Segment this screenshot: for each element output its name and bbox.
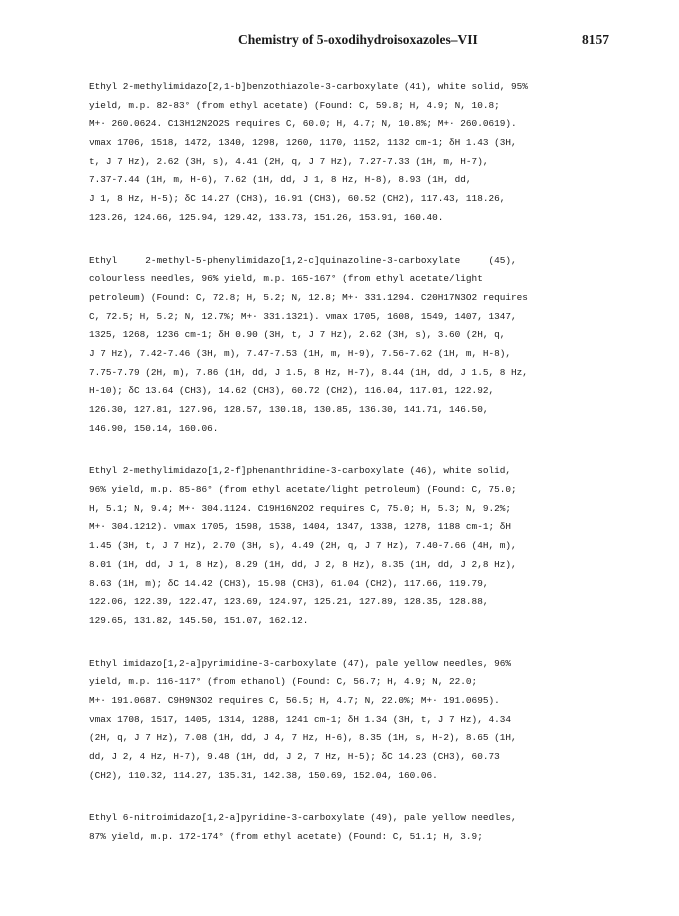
text-line: 123.26, 124.66, 125.94, 129.42, 133.73, 151.26, 153.91, 160.40. xyxy=(89,211,444,223)
text-line: 8.63 (1H, m); δC 14.42 (CH3), 15.98 (CH3), 61.04 (CH2), 117.66, 119.79, xyxy=(89,577,489,589)
text-line: J 7 Hz), 7.42-7.46 (3H, m), 7.47-7.53 (1H, m, H-9), 7.56-7.62 (1H, m, H-8), xyxy=(89,347,511,359)
experimental-text xyxy=(89,78,605,847)
text-line: 122.06, 122.39, 122.47, 123.69, 124.97, 125.21, 127.89, 128.35, 128.88, xyxy=(89,596,489,608)
text-line: 129.65, 131.82, 145.50, 151.07, 162.12. xyxy=(89,614,309,626)
text-line: t, J 7 Hz), 2.62 (3H, s), 4.41 (2H, q, J 7 Hz), 7.27-7.33 (1H, m, H-7), xyxy=(89,155,489,167)
compound-entry xyxy=(89,655,605,786)
text-line: Ethyl 2-methyl-5-phenylimidazo[1,2-c]quinazoline-3-carboxylate (45), xyxy=(89,254,517,266)
text-line: J 1, 8 Hz, H-5); δC 14.27 (CH3), 16.91 (CH3), 60.52 (CH2), 117.43, 118.26, xyxy=(89,193,506,205)
text-line: yield, m.p. 116-117° (from ethanol) (Found: C, 56.7; H, 4.9; N, 22.0; xyxy=(89,676,478,688)
text-line: M+· 304.1212). νmax 1705, 1598, 1538, 1404, 1347, 1338, 1278, 1188 cm-1; δH xyxy=(89,521,511,533)
text-line: yield, m.p. 82-83° (from ethyl acetate) (Found: C, 59.8; H, 4.9; N, 10.8; xyxy=(89,99,500,111)
paragraph-gap xyxy=(89,631,605,655)
text-line: 96% yield, m.p. 85-86° (from ethyl acetate/light petroleum) (Found: C, 75.0; xyxy=(89,484,517,496)
text-line: C, 72.5; H, 5.2; N, 12.7%; M+· 331.1321). νmax 1705, 1608, 1549, 1407, 1347, xyxy=(89,310,517,322)
text-line: 8.01 (1H, dd, J 1, 8 Hz), 8.29 (1H, dd, J 2, 8 Hz), 8.35 (1H, dd, J 2,8 Hz), xyxy=(89,558,517,570)
text-line: colourless needles, 96% yield, m.p. 165-167° (from ethyl acetate/light xyxy=(89,273,483,285)
text-line: dd, J 2, 4 Hz, H-7), 9.48 (1H, dd, J 2, 7 Hz, H-5); δC 14.23 (CH3), 60.73 xyxy=(89,751,500,762)
text-line: (2H, q, J 7 Hz), 7.08 (1H, dd, J 4, 7 Hz, H-6), 8.35 (1H, s, H-2), 8.65 (1H, xyxy=(89,732,517,744)
text-line: H, 5.1; N, 9.4; M+· 304.1124. C19H16N2O2 requires C, 75.0; H, 5.3; N, 9.2%; xyxy=(89,502,511,514)
compound-entry xyxy=(89,809,605,846)
text-line: νmax 1708, 1517, 1405, 1314, 1288, 1241 cm-1; δH 1.34 (3H, t, J 7 Hz), 4.34 xyxy=(89,713,511,725)
text-line: 7.75-7.79 (2H, m), 7.86 (1H, dd, J 1.5, 8 Hz, H-7), 8.44 (1H, dd, J 1.5, 8 Hz, xyxy=(89,366,528,378)
paragraph-gap xyxy=(89,228,605,252)
text-line: 7.37-7.44 (1H, m, H-6), 7.62 (1H, dd, J 1, 8 Hz, H-8), 8.93 (1H, dd, xyxy=(89,174,472,186)
compound-entry xyxy=(89,252,605,439)
text-line: νmax 1706, 1518, 1472, 1340, 1298, 1260, 1170, 1152, 1132 cm-1; δH 1.43 (3H, xyxy=(89,137,517,149)
text-line: 126.30, 127.81, 127.96, 128.57, 130.18, 130.85, 136.30, 141.71, 146.50, xyxy=(89,404,489,415)
running-header xyxy=(86,32,609,52)
text-line: Ethyl 2-methylimidazo[1,2-f]phenanthridine-3-carboxylate (46), white solid, xyxy=(89,465,511,477)
text-line: (CH2), 110.32, 114.27, 135.31, 142.38, 150.69, 152.04, 160.06. xyxy=(89,769,438,781)
text-line: 146.90, 150.14, 160.06. xyxy=(89,422,219,434)
paragraph-gap xyxy=(89,785,605,809)
text-line: Ethyl imidazo[1,2-a]pyrimidine-3-carboxylate (47), pale yellow needles, 96% xyxy=(89,657,511,669)
text-line: M+· 260.0624. C13H12N2O2S requires C, 60.0; H, 4.7; N, 10.8%; M+· 260.0619). xyxy=(89,118,517,130)
text-line: 1.45 (3H, t, J 7 Hz), 2.70 (3H, s), 4.49 (2H, q, J 7 Hz), 7.40-7.66 (4H, m), xyxy=(89,540,517,552)
text-line: M+· 191.0687. C9H9N3O2 requires C, 56.5; H, 4.7; N, 22.0%; M+· 191.0695). xyxy=(89,694,500,706)
compound-entry xyxy=(89,78,605,228)
running-title: Chemistry of 5-oxodihydroisoxazoles–VII xyxy=(238,32,478,47)
text-line: 1325, 1268, 1236 cm-1; δH 0.90 (3H, t, J 7 Hz), 2.62 (3H, s), 3.60 (2H, q, xyxy=(89,329,506,341)
page-number: 8157 xyxy=(582,32,609,47)
text-line: H-10); δC 13.64 (CH3), 14.62 (CH3), 60.72 (CH2), 116.04, 117.01, 122.92, xyxy=(89,385,495,397)
text-line: 87% yield, m.p. 172-174° (from ethyl acetate) (Found: C, 51.1; H, 3.9; xyxy=(89,831,483,843)
paragraph-gap xyxy=(89,438,605,462)
compound-entry xyxy=(89,462,605,630)
text-line: petroleum) (Found: C, 72.8; H, 5.2; N, 12.8; M+· 331.1294. C20H17N3O2 requires xyxy=(89,291,528,303)
text-line: Ethyl 2-methylimidazo[2,1-b]benzothiazole-3-carboxylate (41), white solid, 95% xyxy=(89,81,528,92)
text-line: Ethyl 6-nitroimidazo[1,2-a]pyridine-3-carboxylate (49), pale yellow needles, xyxy=(89,812,517,824)
